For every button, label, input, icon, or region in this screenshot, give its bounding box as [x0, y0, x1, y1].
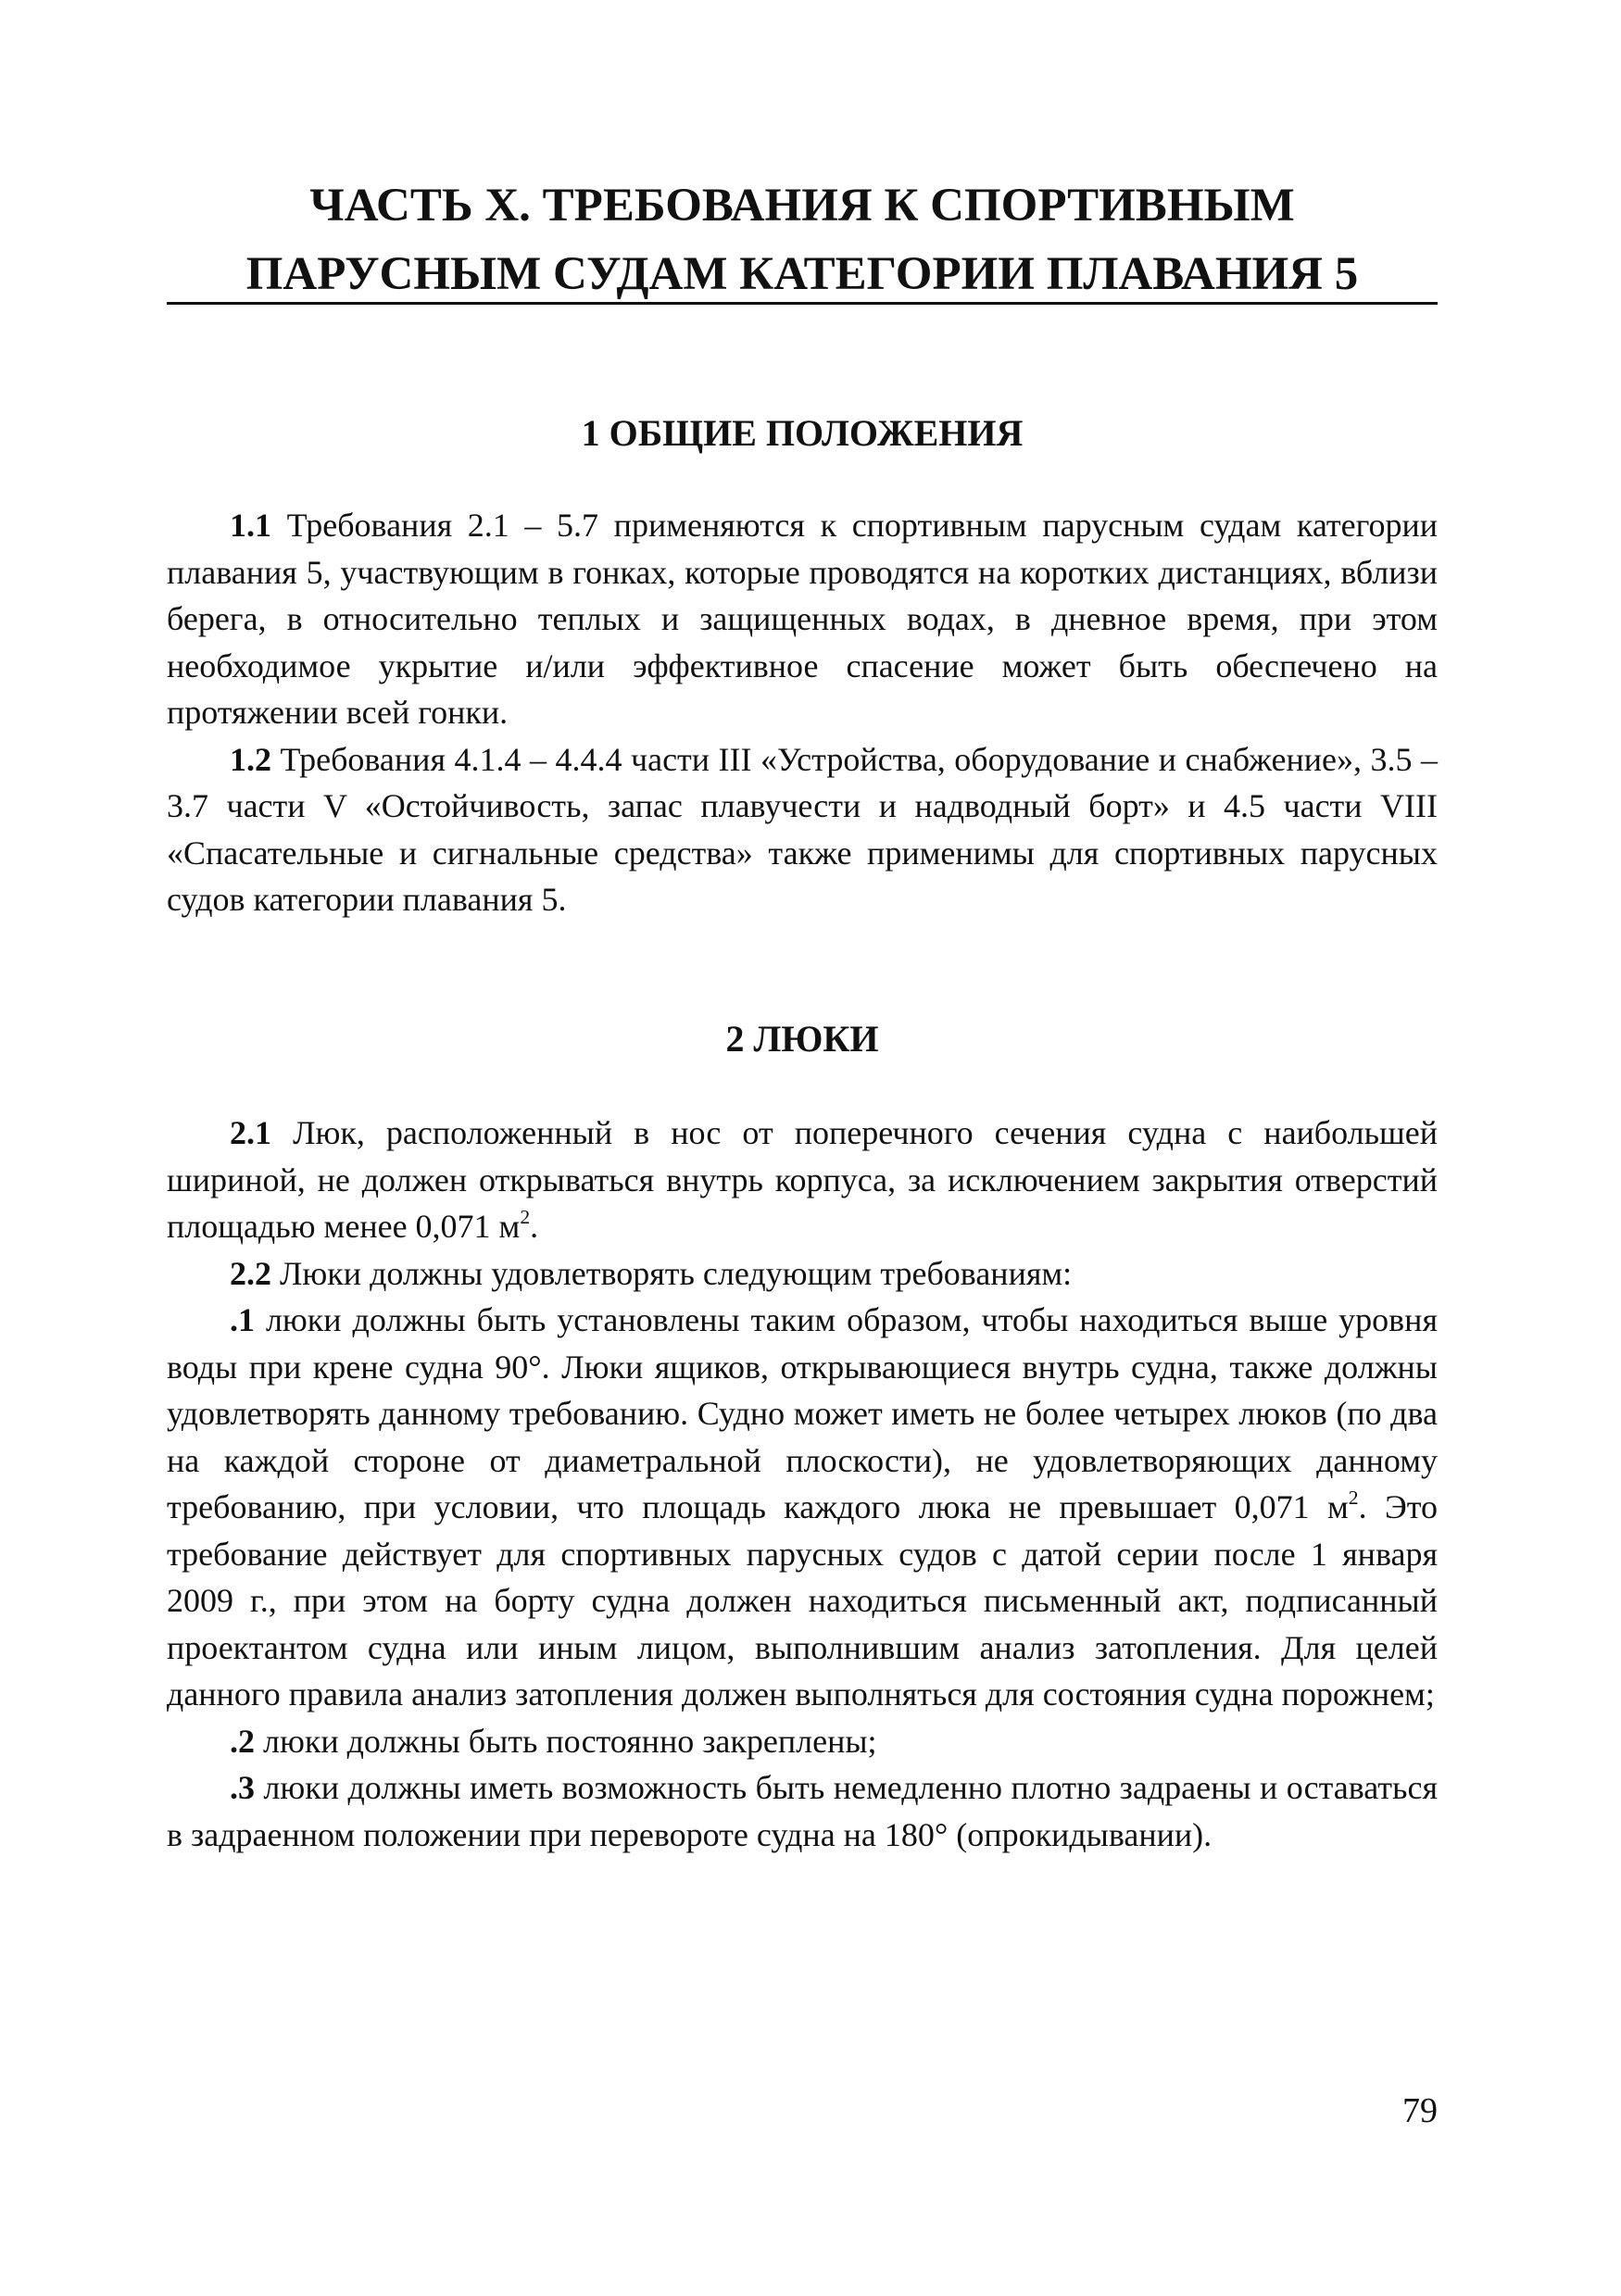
item-number: .3 [230, 1769, 255, 1806]
paragraph-number: 1.2 [230, 740, 271, 778]
paragraph-number: 1.1 [230, 507, 271, 544]
paragraph-text: Требования 2.1 – 5.7 применяются к спортивным парусным судам категории плавания 5, участвующим в гонках, которые проводятся на коротких дистанциях, вблизи берега, в относительно теплых и защищенных водах, в дневное время, при этом необходимое укрытие и/или эффективное спасение может быть обеспечено на протяжении всей гонки. [167, 507, 1438, 731]
paragraph-1-2 [167, 736, 1438, 923]
item-number: .2 [230, 1722, 255, 1760]
part-title-line-1: ЧАСТЬ X. ТРЕБОВАНИЯ К СПОРТИВНЫМ [309, 180, 1295, 232]
part-title [167, 171, 1438, 308]
item-text-part-a: люки должны быть установлены таким образом, чтобы находиться выше уровня воды при крене судна 90°. Люки ящиков, открывающиеся внутрь судна, также должны удовлетворять данному требованию. Судно может иметь не более четырех люков (по два на каждой стороне от диаметральной плоскости), не удовлетворяющих данному требованию, при условии, что площадь каждого люка не превышает 0,071 м [167, 1301, 1438, 1525]
section-2-body [167, 1110, 1438, 1858]
section-1-body [167, 502, 1438, 923]
paragraph-end: . [530, 1208, 539, 1245]
paragraph-text: Люки должны удовлетворять следующим требованиям: [271, 1254, 1073, 1292]
paragraph-number: 2.2 [230, 1254, 271, 1292]
item-text: люки должны быть постоянно закреплены; [255, 1722, 877, 1760]
title-underline [167, 302, 1438, 305]
superscript: 2 [520, 1205, 531, 1228]
list-item-3 [167, 1764, 1438, 1858]
superscript: 2 [1348, 1486, 1359, 1509]
paragraph-1-1 [167, 502, 1438, 736]
paragraph-2-2 [167, 1250, 1438, 1298]
item-number: .1 [230, 1301, 255, 1338]
paragraph-number: 2.1 [230, 1114, 271, 1151]
section-2-heading: 2 ЛЮКИ [725, 1018, 879, 1060]
item-text: люки должны иметь возможность быть немедленно плотно задраены и оставаться в задраенном положении при перевороте судна на 180° (опрокидывании). [167, 1769, 1438, 1853]
list-item-1 [167, 1297, 1438, 1718]
item-text-part-b: . Это требование действует для спортивных парусных судов с датой серии после 1 января 2009 г., при этом на борту судна должен находиться письменный акт, подписанный проектантом судна или иным лицом, выполнившим анализ затопления. Для целей данного правила анализ затопления должен выполняться для состояния судна порожнем; [167, 1488, 1438, 1713]
paragraph-text: Требования 4.1.4 – 4.4.4 части III «Устройства, оборудование и снабжение», 3.5 – 3.7 части V «Остойчивость, запас плавучести и надводный борт» и 4.5 части VIII «Спасательные и сигнальные средства» также применимы для спортивных парусных судов категории плавания 5. [167, 740, 1438, 918]
list-item-2 [167, 1718, 1438, 1765]
paragraph-2-1 [167, 1110, 1438, 1250]
page-number: 79 [1402, 2091, 1438, 2130]
paragraph-text: Люк, расположенный в нос от поперечного сечения судна с наибольшей шириной, не должен открываться внутрь корпуса, за исключением закрытия отверстий площадью менее 0,071 м [167, 1114, 1438, 1245]
section-1-heading: 1 ОБЩИЕ ПОЛОЖЕНИЯ [581, 412, 1024, 454]
part-title-line-2: ПАРУСНЫМ СУДАМ КАТЕГОРИИ ПЛАВАНИЯ 5 [245, 248, 1359, 300]
